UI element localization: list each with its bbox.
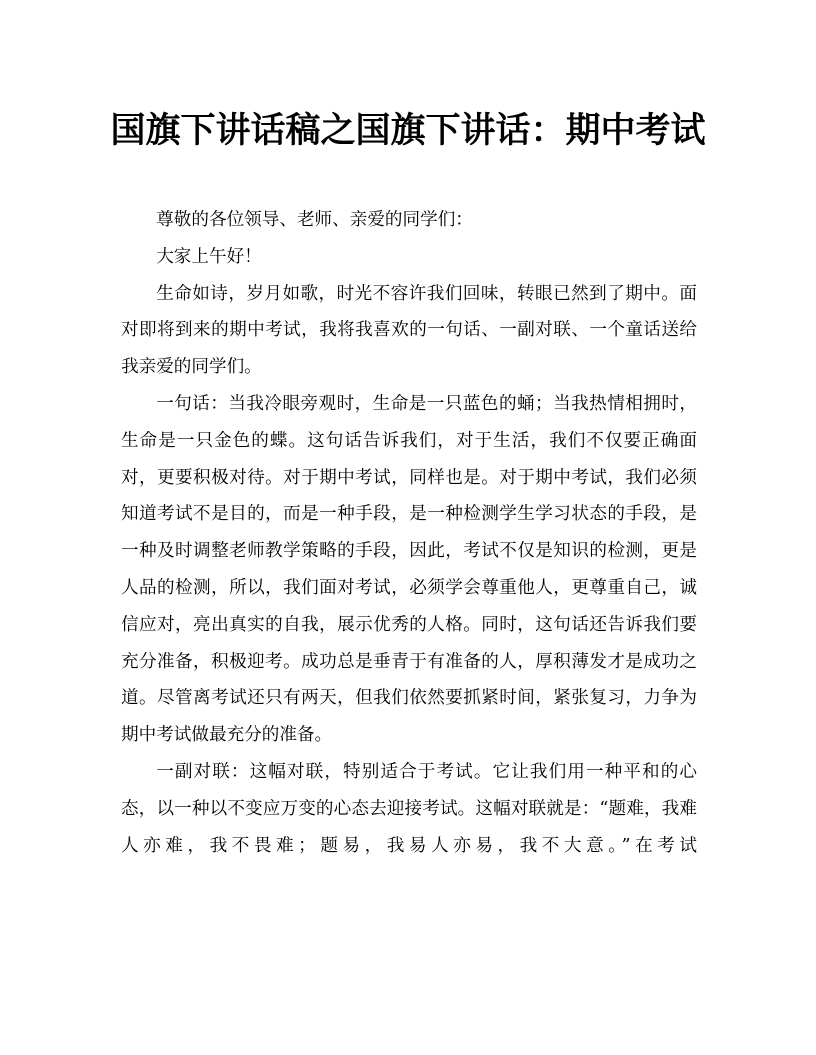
paragraph-salutation: 尊敬的各位领导、老师、亲爱的同学们： — [156, 210, 473, 230]
document-title: 国旗下讲话稿之国旗下讲话：期中考试 — [110, 110, 706, 151]
paragraph-one-sentence: 一句话：当我冷眼旁观时，生命是一只蓝色的蛹；当我热情相拥时，生命是一只金色的蝶。这句话告诉我们，对于生活，我们不仅要正确面对，更要积极对待。对于期中考试，同样也是。对于期中考试，我们必须知道考试不是目的，而是一种手段，是一种检测学生学习状态的手段，是一种及时调整老师教学策略的手段，因此，考试不仅是知识的检测，更是人品的检测，所以，我们面对考试，必须学会尊重他人，更尊重自己，诚信应对，亮出真实的自我，展示优秀的人格。同时，这句话还告诉我们要充分准备，积极迎考。成功总是垂青于有准备的人，厚积薄发才是成功之道。尽管离考试还只有两天，但我们依然要抓紧时间，紧张复习，力争为期中考试做最充分的准备。 — [121, 393, 697, 746]
paragraph-greeting: 大家上午好！ — [156, 246, 262, 267]
paragraph-couplet: 一副对联：这幅对联，特别适合于考试。它让我们用一种平和的心态，以一种以不变应万变的心态去迎接考试。这幅对联就是：“题难，我难人亦难，我不畏难；题易，我易人亦易，我不大意。”在考试 — [121, 761, 697, 856]
paragraph-intro: 生命如诗，岁月如歌，时光不容许我们回味，转眼已然到了期中。面对即将到来的期中考试，我将我喜欢的一句话、一副对联、一个童话送给我亲爱的同学们。 — [121, 283, 697, 378]
document-body — [121, 202, 697, 864]
